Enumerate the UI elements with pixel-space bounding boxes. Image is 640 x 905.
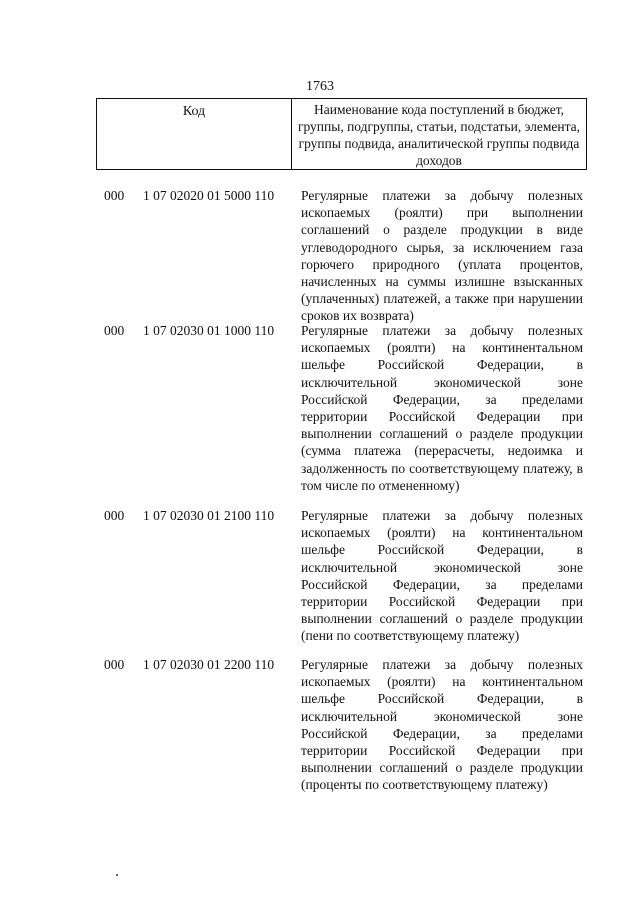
row-revenue-code: 1 07 02020 01 5000 110: [143, 188, 275, 203]
header-name-label: Наименование кода поступлений в бюджет, группы, подгруппы, статьи, подстатьи, элемента, группы подвида, аналитической группы подвида доходов: [297, 102, 581, 168]
page-number: 1763: [306, 79, 334, 94]
row-description: Регулярные платежи за добычу полезных ископаемых (роялти) при выполнении соглашений о разделе продукции в виде углеводородного сырья, за исключением газа горючего природного (уплата процентов, начисленных на суммы излишне взысканных (уплаченных) платежей, а также при нарушении сроков их возврата): [301, 188, 583, 324]
row-admin-code: 000: [104, 323, 125, 338]
table-header: [96, 98, 587, 170]
row-revenue-code: 1 07 02030 01 2100 110: [143, 508, 275, 523]
row-admin-code: 000: [104, 508, 125, 523]
row-description: Регулярные платежи за добычу полезных ископаемых (роялти) на континентальном шельфе Российской Федерации, в исключительной экономической зоне Российской Федерации, за пределами территории Российской Федерации при выполнении соглашений о разделе продукции (сумма платежа (перерасчеты, недоимка и задолженность по соответствующему платежу, в том числе по отмененному): [301, 323, 583, 493]
scan-speck: [116, 874, 118, 876]
row-description: Регулярные платежи за добычу полезных ископаемых (роялти) на континентальном шельфе Российской Федерации, в исключительной экономической зоне Российской Федерации, за пределами территории Российской Федерации при выполнении соглашений о разделе продукции (пени по соответствующему платежу): [301, 508, 583, 644]
row-description: Регулярные платежи за добычу полезных ископаемых (роялти) на континентальном шельфе Российской Федерации, в исключительной экономической зоне Российской Федерации, за пределами территории Российской Федерации при выполнении соглашений о разделе продукции (проценты по соответствующему платежу): [301, 657, 583, 793]
row-admin-code: 000: [104, 188, 125, 203]
row-revenue-code: 1 07 02030 01 2200 110: [143, 657, 275, 672]
row-admin-code: 000: [104, 657, 125, 672]
header-code-label: Код: [97, 99, 292, 169]
row-revenue-code: 1 07 02030 01 1000 110: [143, 323, 275, 338]
